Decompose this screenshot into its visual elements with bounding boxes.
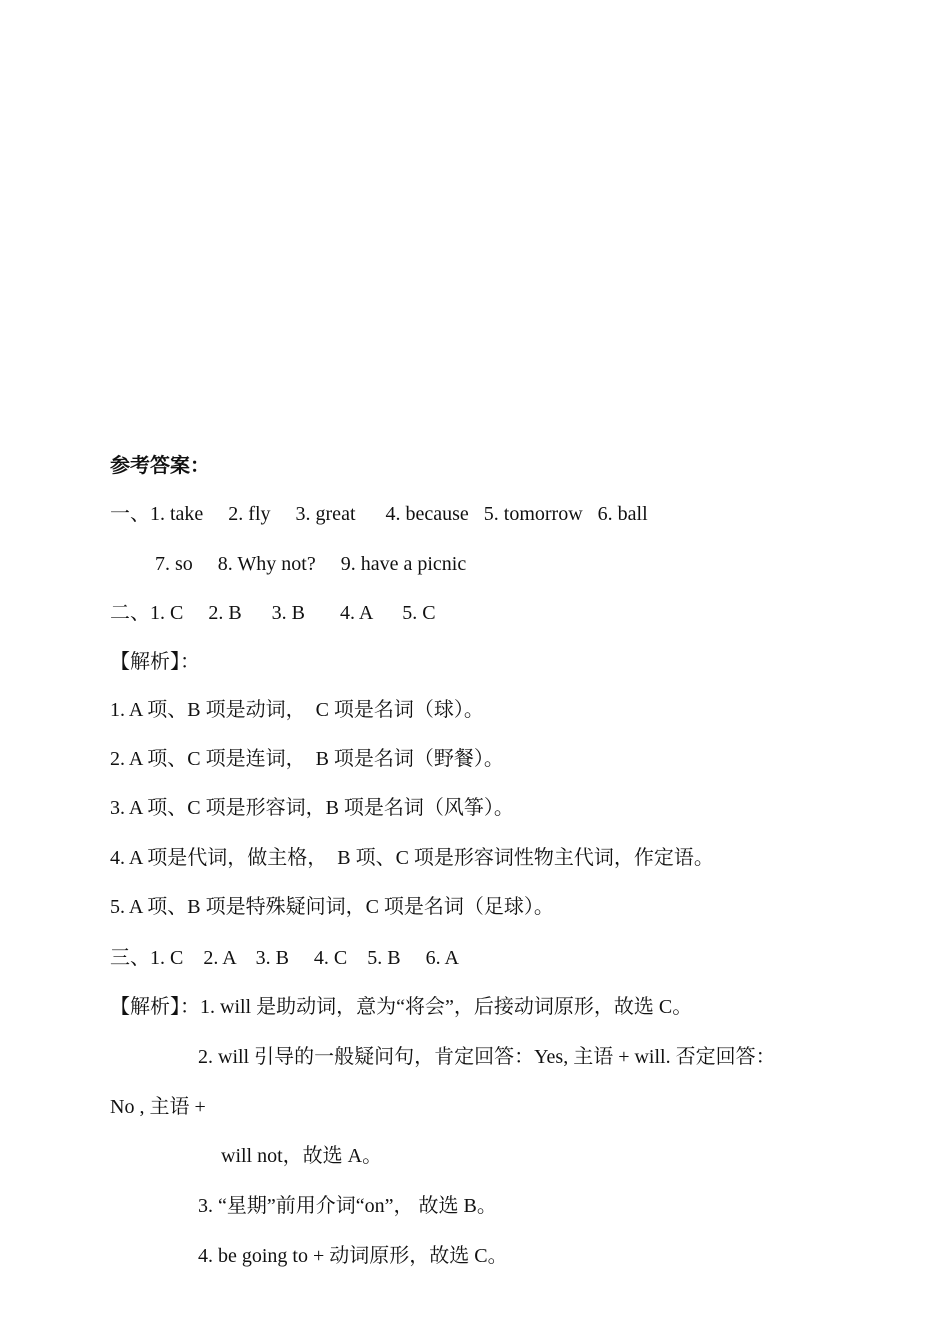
section2-note-1: 1. A 项、B 项是动词， C 项是名词（球）。 (110, 699, 484, 721)
section2-note-2: 2. A 项、C 项是连词， B 项是名词（野餐）。 (110, 748, 504, 770)
section1-answers-line1: 一、1. take 2. fly 3. great 4. because 5. tomorrow 6. ball (110, 503, 648, 525)
section3-answers: 三、1. C 2. A 3. B 4. C 5. B 6. A (110, 947, 459, 969)
section2-note-4: 4. A 项是代词，做主格， B 项、C 项是形容词性物主代词，作定语。 (110, 847, 714, 869)
answer-heading: 参考答案： (110, 455, 210, 477)
section3-note-4: 4. be going to + 动词原形，故选 C。 (198, 1245, 508, 1267)
section2-note-3: 3. A 项、C 项是形容词，B 项是名词（风筝）。 (110, 797, 514, 819)
section2-analysis-label: 【解析】： (110, 651, 200, 673)
section3-note-3: 3. “星期”前用介词“on”， 故选 B。 (198, 1195, 497, 1217)
section3-analysis-note-1: 【解析】：1. will 是助动词，意为“将会”，后接动词原形，故选 C。 (110, 996, 693, 1018)
section2-note-5: 5. A 项、B 项是特殊疑问词，C 项是名词（足球）。 (110, 896, 554, 918)
section1-answers-line2: 7. so 8. Why not? 9. have a picnic (155, 553, 467, 575)
section3-note-2-line1: 2. will 引导的一般疑问句，肯定回答：Yes, 主语 + will. 否定回答： (198, 1046, 776, 1068)
section3-note-2-line2: No , 主语 + (110, 1096, 206, 1118)
section2-answers: 二、1. C 2. B 3. B 4. A 5. C (110, 602, 436, 624)
section3-note-2-line3: will not，故选 A。 (221, 1145, 383, 1167)
